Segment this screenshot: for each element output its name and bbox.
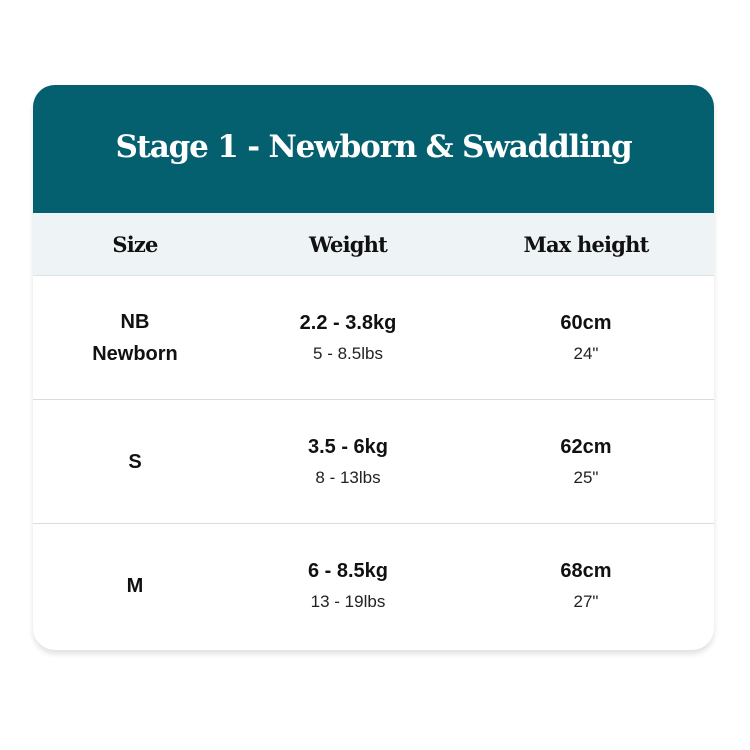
height-cm: 62cm [560, 435, 612, 458]
chart-title: Stage 1 - Newborn & Swaddling [115, 128, 632, 165]
weight-kg: 2.2 - 3.8kg [299, 311, 397, 334]
weight-lbs: 8 - 13lbs [315, 467, 381, 487]
table-row [33, 400, 714, 524]
column-header-size: Size [112, 231, 158, 257]
weight-kg: 6 - 8.5kg [307, 559, 389, 582]
size-chart-card [33, 85, 714, 650]
weight-lbs: 5 - 8.5lbs [313, 343, 383, 363]
column-header-max-height: Max height [523, 231, 649, 257]
height-in: 25" [573, 467, 599, 487]
height-in: 24" [573, 343, 599, 363]
size-code: M [126, 574, 144, 597]
height-in: 27" [573, 591, 599, 611]
column-header-row [33, 213, 714, 276]
title-bar [33, 85, 714, 213]
table-row [33, 524, 714, 647]
weight-lbs: 13 - 19lbs [310, 591, 386, 611]
height-cm: 60cm [560, 311, 612, 334]
weight-kg: 3.5 - 6kg [307, 435, 389, 458]
size-name: Newborn [92, 342, 178, 365]
size-code: S [128, 450, 142, 473]
size-code: NB [120, 310, 150, 333]
column-header-weight: Weight [308, 231, 388, 257]
table-row [33, 276, 714, 400]
height-cm: 68cm [560, 559, 612, 582]
